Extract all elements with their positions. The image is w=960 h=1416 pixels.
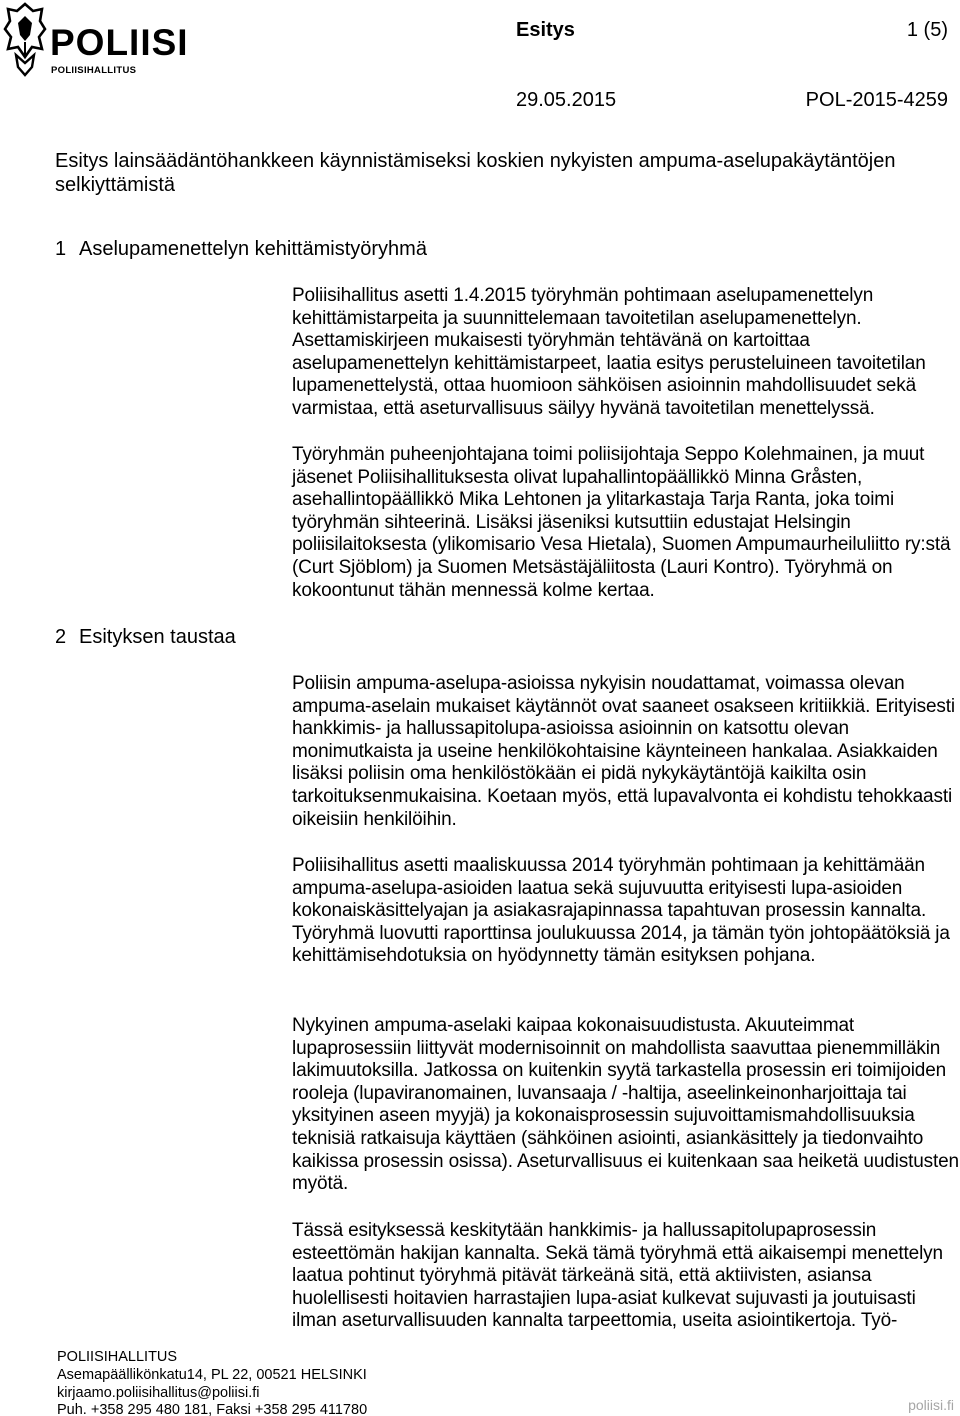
section-number: 1 xyxy=(55,238,67,260)
logo-subtitle: POLIISIHALLITUS xyxy=(51,65,137,76)
paragraph: Nykyinen ampuma-aselaki kaipaa kokonaisuudistusta. Akuuteimmat lupaprosessiin liittyvät modernisoinnit on mahdollista saavuttaa pienemmilläkin lakimuutoksilla. Jatkossa on kuitenkin syytä tarkastella prosessin eri toimijoiden rooleja (lupaviranomainen, luvansaaja / -haltija, aseelinkeinonharjoittaja tai yksityinen aseen myyjä) ja kokonaisprosessin sujuvoittamismahdollisuuksia teknisiä ratkaisuja käyttäen (sähköinen asiointi, asiankäsittely ja tiedonvaihto kaikissa prosessin osissa). Aseturvallisuus ei kuitenkaan saa heiketä uudistusten myötä. xyxy=(292,1015,959,1195)
paragraph: Poliisihallitus asetti maaliskuussa 2014 työryhmän pohtimaan ja kehittämään ampuma-aselupa-asioiden laatua sekä sujuvuutta erityisesti lupa-asioiden kokonaiskäsittelyajan ja asiakasrajapinnassa tapahtuvan prosessin kannalta. Työryhmä luovutti raporttinsa joulukuussa 2014, ja tämän työn johtopäätöksiä ja kehittämisehdotuksia on hyödynnetty tämän esityksen pohjana. xyxy=(292,855,950,967)
footer-address: Asemapäällikönkatu14, PL 22, 00521 HELSINKI xyxy=(57,1366,367,1383)
footer-phone: Puh. +358 295 480 181, Faksi +358 295 411780 xyxy=(57,1402,368,1416)
logo-wordmark: POLIISI xyxy=(50,22,189,63)
document-title: Esitys lainsäädäntöhankkeen käynnistämiseksi koskien nykyisten ampuma-aselupakäytäntöjen selkiyttämistä xyxy=(55,150,896,196)
footer-org: POLIISIHALLITUS xyxy=(57,1349,178,1365)
footer-contact xyxy=(57,1349,367,1416)
section-number: 2 xyxy=(55,626,67,648)
paragraph: Työryhmän puheenjohtajana toimi poliisijohtaja Seppo Kolehmainen, ja muut jäsenet Poliisihallituksesta olivat lupahallintopäällikkö Minna Gråsten, asehallintopäällikkö Mika Lehtonen ja ylitarkastaja Tarja Ranta, joka toimi työryhmän sihteerinä. Lisäksi jäseniksi kutsuttiin edustajat Helsingin poliisilaitoksesta (ylikomisario Vesa Hietala), Suomen Ampumaurheiluliitto ry:stä (Curt Sjöblom) ja Suomen Metsästäjäliitosta (Lauri Kontro). Työryhmä on kokoontunut tähän mennessä kolme kertaa. xyxy=(292,444,951,601)
paragraph: Poliisihallitus asetti 1.4.2015 työryhmän pohtimaan aselupamenettelyn kehittämistarpeita ja suunnittelemaan tavoitetilan aselupamenettelyn. Asettamiskirjeen mukaisesti työryhmän tehtävänä on kartoittaa aselupamenettelyn kehittämistarpeet, laatia esitys perusteluineen tavoitetilan lupamenettelystä, ottaa huomioon sähköisen asioinnin mahdollisuudet sekä varmistaa, että aseturvallisuus säilyy hyvänä tavoitetilan menettelyssä. xyxy=(292,285,926,419)
section-heading-1 xyxy=(55,237,427,261)
document-type: Esitys xyxy=(516,19,575,41)
footer-website: poliisi.fi xyxy=(908,1397,954,1413)
footer-email: kirjaamo.poliisihallitus@poliisi.fi xyxy=(57,1384,260,1401)
document-date: 29.05.2015 xyxy=(516,89,617,111)
section-heading-text: Aselupamenettelyn kehittämistyöryhmä xyxy=(79,238,427,260)
police-emblem-icon xyxy=(2,1,48,79)
section-heading-text: Esityksen taustaa xyxy=(79,626,236,648)
police-logo xyxy=(0,0,210,80)
paragraph: Poliisin ampuma-aselupa-asioissa nykyisin noudattamat, voimassa olevan ampuma-aselain mukaiset käytännöt ovat saaneet osakseen kritiikkiä. Erityisesti hankkimis- ja hallussapitolupa-asioissa asioinnin on katsottu olevan monimutkaista ja useine henkilökohtaisine käynteineen hankalaa. Asiakkaiden lisäksi poliisin oma henkilöstökään ei pidä nykykäytäntöjä kaikilta osin tarkoituksenmukaisina. Koetaan myös, että lupavalvonta ei kohdistu tehokkaasti oikeisiin henkilöihin. xyxy=(292,673,955,830)
document-number: POL-2015-4259 xyxy=(805,89,948,111)
page-number: 1 (5) xyxy=(906,19,948,41)
section-heading-2 xyxy=(55,625,236,649)
paragraph: Tässä esityksessä keskitytään hankkimis- ja hallussapitolupaprosessin esteettömän hakijan kannalta. Sekä tämä työryhmä että aikaisempi menettelyn laatua pohtinut työryhmä pitävät tärkeänä sitä, että aktiivisten, asiansa huolellisesti hoitavien harrastajien lupa-asiat kulkevat sujuvasti ja joutuisasti ilman aseturvallisuuden kannalta tarpeettomia, useita asiointikertoja. Työ- xyxy=(292,1220,943,1332)
